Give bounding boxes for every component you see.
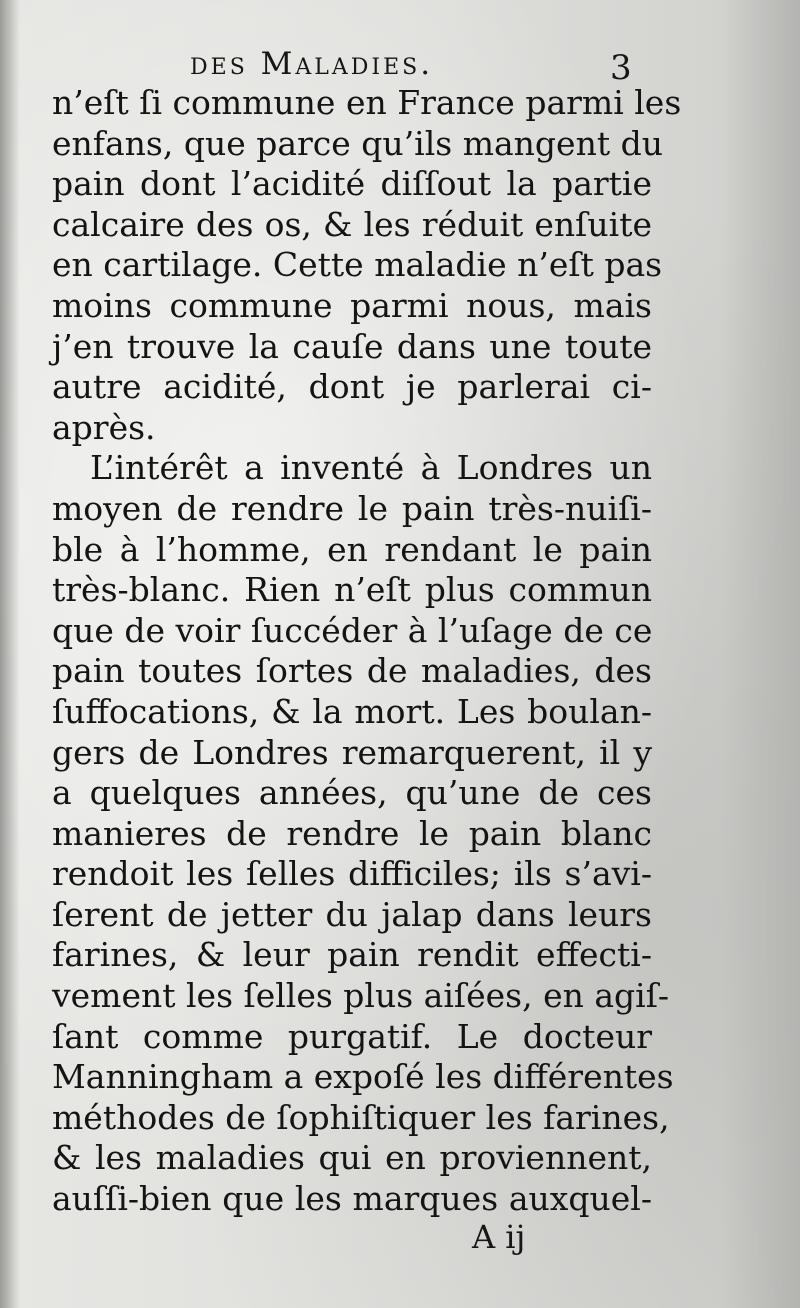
text-line: j’en trouve la cauſe dans une toute <box>52 326 652 366</box>
text-line: auſſi-bien que les marques auxquel- <box>52 1179 652 1219</box>
text-line: a quelques années, qu’une de ces <box>52 773 652 813</box>
text-line: ſuffocations, & la mort. Les boulan- <box>52 691 652 731</box>
text-line: rendoit les ſelles difficiles; ils s’avi- <box>52 854 652 894</box>
text-line: Manningham a expoſé les différentes <box>52 1057 674 1097</box>
text-line: moyen de rendre le pain très-nuiſi- <box>52 488 652 528</box>
text-line: vement les ſelles plus aiſées, en agiſ- <box>52 976 670 1016</box>
text-line: gers de Londres remarquerent, il y <box>52 732 652 772</box>
text-line: moins commune parmi nous, mais <box>52 285 652 325</box>
text-line: autre acidité, dont je parlerai ci- <box>52 367 652 407</box>
text-line: calcaire des os, & les réduit enſuite <box>52 204 652 244</box>
text-line: pain dont l’acidité diſſout la partie <box>52 164 652 204</box>
text-line: manieres de rendre le pain blanc <box>52 813 652 853</box>
paragraph-start-line: L’intérêt a inventé à Londres un <box>90 448 652 488</box>
page-number: 3 <box>610 48 632 88</box>
text-line: & les maladies qui en proviennent, <box>52 1138 652 1178</box>
text-line: pain toutes ſortes de maladies, des <box>52 651 652 691</box>
text-line: ſerent de jetter du jalap dans leurs <box>52 894 652 934</box>
text-line: ble à l’homme, en rendant le pain <box>52 529 652 569</box>
text-line: très-blanc. Rien n’eſt plus commun <box>52 570 652 610</box>
page-shadow-right <box>720 0 800 1308</box>
text-line: méthodes de ſophiſtiquer les farines, <box>52 1097 670 1137</box>
text-line: après. <box>52 407 156 447</box>
signature-mark: A ij <box>472 1218 526 1256</box>
text-line: en cartilage. Cette maladie n’eſt pas <box>52 245 663 285</box>
running-title: des Maladies. <box>190 46 434 82</box>
page-shadow-left <box>0 0 20 1308</box>
text-line: enfans, que parce qu’ils mangent du <box>52 123 663 163</box>
text-line: farines, & leur pain rendit effecti- <box>52 935 652 975</box>
text-line: ſant comme purgatif. Le docteur <box>52 1016 652 1056</box>
text-line: n’eſt ſi commune en France parmi les <box>52 83 682 122</box>
text-line: que de voir ſuccéder à l’uſage de ce <box>52 610 653 650</box>
page-header <box>190 46 650 86</box>
body-text <box>52 83 682 1220</box>
